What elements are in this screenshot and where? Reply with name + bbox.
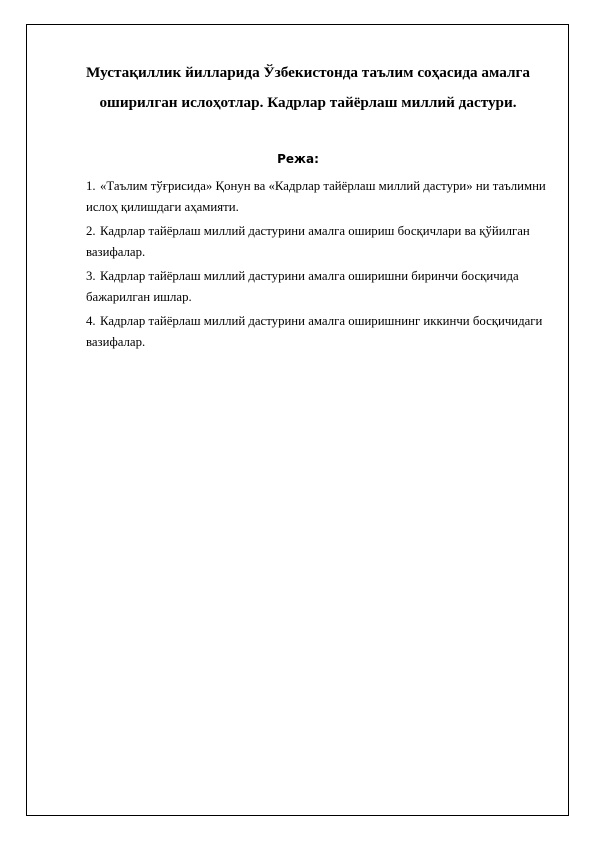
plan-item-number: 1. <box>86 179 96 193</box>
plan-item <box>86 221 556 263</box>
plan-item <box>86 266 556 308</box>
plan-item-text: Кадрлар тайёрлаш миллий дастурини амалга оширишни биринчи босқичида бажарилган ишлар. <box>86 269 519 304</box>
plan-heading: Режа: <box>277 152 319 166</box>
document-title: Мустақиллик йилларида Ўзбекистонда таълим соҳасида амалга оширилган ислоҳотлар. Кадрлар тайёрлаш миллий дастури. <box>86 64 530 111</box>
page-border <box>26 24 569 816</box>
plan-item-text: Кадрлар тайёрлаш миллий дастурини амалга ошириш босқичлари ва қўйилган вазифалар. <box>86 224 530 259</box>
plan-item-text: «Таълим тўғрисида» Қонун ва «Кадрлар тайёрлаш миллий дастури» ни таълимни ислоҳ қилишдаги аҳамияти. <box>86 179 546 214</box>
plan-item-number: 4. <box>86 314 96 328</box>
plan-item-text: Кадрлар тайёрлаш миллий дастурини амалга оширишнинг иккинчи босқичидаги вазифалар. <box>86 314 543 349</box>
plan-item <box>86 311 556 353</box>
plan-list <box>86 176 556 356</box>
plan-item-number: 3. <box>86 269 96 283</box>
plan-item <box>86 176 556 218</box>
plan-item-number: 2. <box>86 224 96 238</box>
